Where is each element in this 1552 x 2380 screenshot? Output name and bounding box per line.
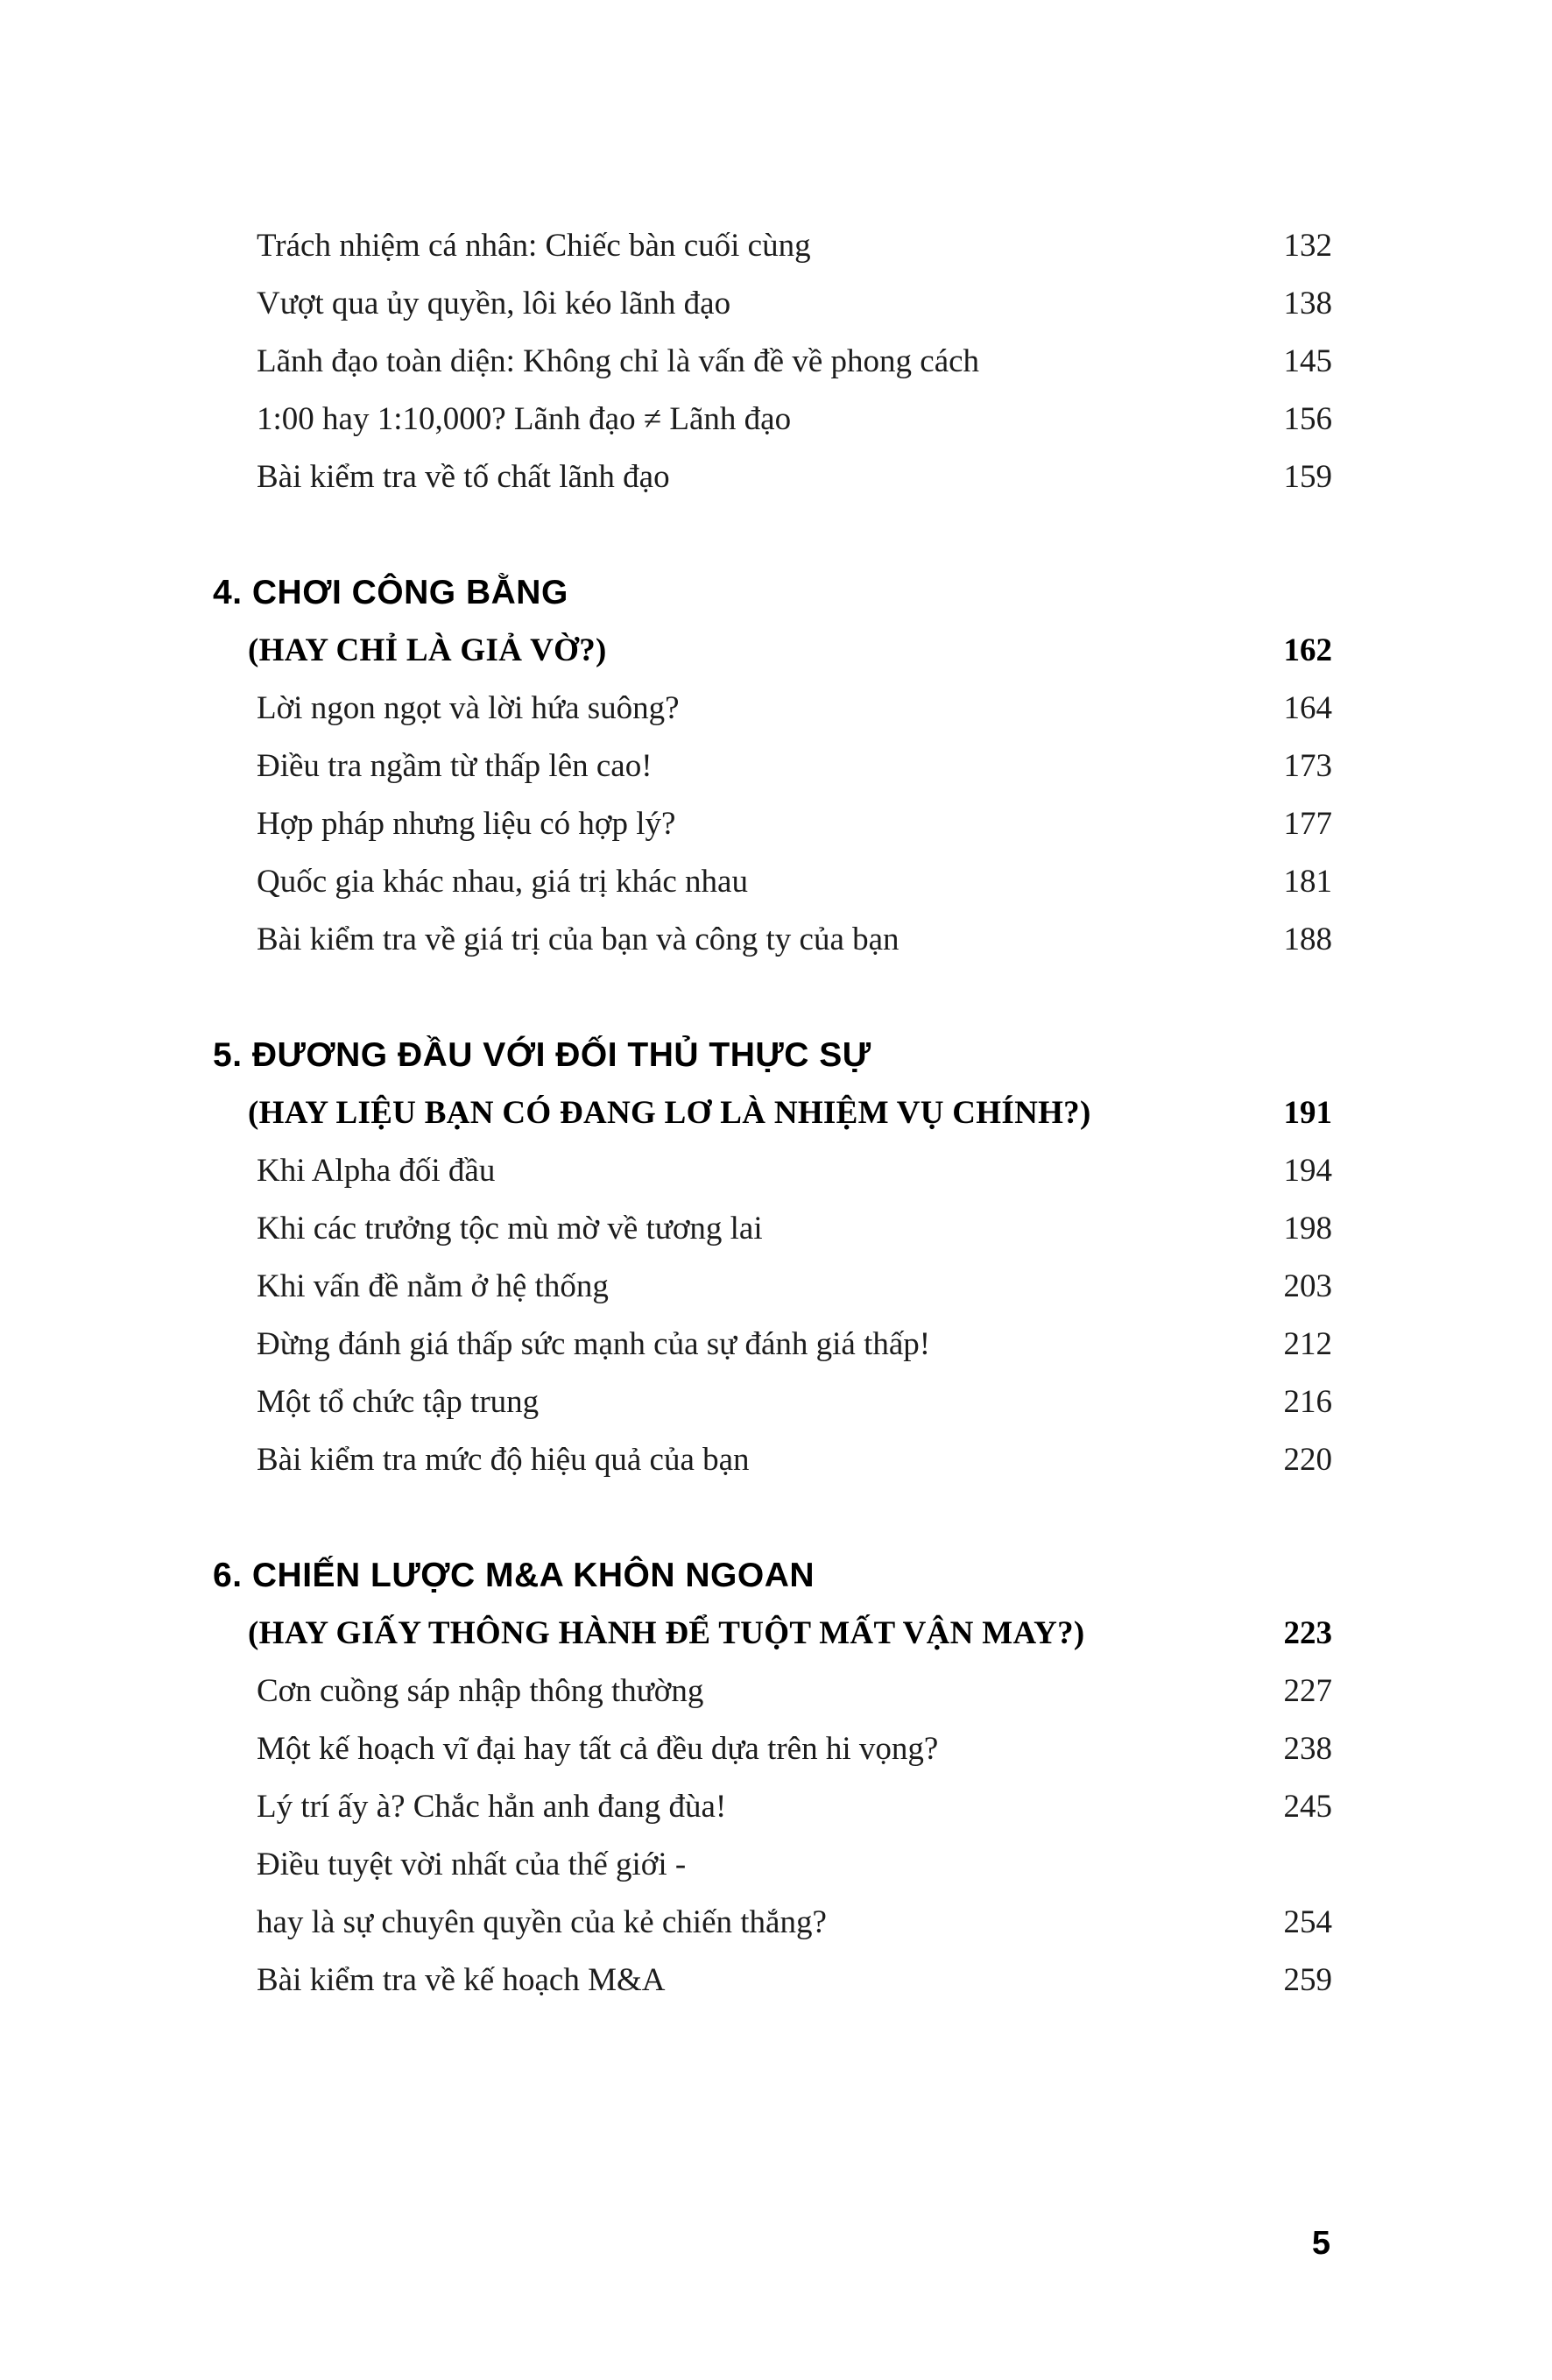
- entry-title: Bài kiểm tra về tố chất lãnh đạo: [257, 459, 670, 495]
- entry-page-number: 259: [1283, 1962, 1332, 1998]
- chapter-page-number: 162: [1283, 632, 1332, 668]
- entry-page-number: 227: [1283, 1673, 1332, 1709]
- entry-page-number: 132: [1283, 228, 1332, 264]
- chapter-heading: 6. CHIẾN LƯỢC M&A KHÔN NGOAN: [213, 1557, 815, 1594]
- toc-entry: [213, 1720, 1332, 1778]
- entry-page-number: 203: [1283, 1268, 1332, 1304]
- entry-page-number: 198: [1283, 1211, 1332, 1246]
- toc-entry: [213, 1663, 1332, 1720]
- entry-title: Lý trí ấy à? Chắc hẳn anh đang đùa!: [257, 1789, 727, 1825]
- entry-page-number: 164: [1283, 690, 1332, 726]
- entry-title: Khi vấn đề nằm ở hệ thống: [257, 1268, 609, 1304]
- entry-title: Hợp pháp nhưng liệu có hợp lý?: [257, 806, 676, 842]
- toc-entry: [213, 217, 1332, 275]
- entry-page-number: 173: [1283, 748, 1332, 784]
- toc-entry: [213, 1142, 1332, 1200]
- entry-title: Lãnh đạo toàn diện: Không chỉ là vấn đề về phong cách: [257, 343, 980, 379]
- entry-title: Lời ngon ngọt và lời hứa suông?: [257, 690, 680, 726]
- entry-page-number: 177: [1283, 806, 1332, 842]
- entry-page-number: 138: [1283, 286, 1332, 321]
- toc-entry: [213, 853, 1332, 911]
- entry-title: hay là sự chuyên quyền của kẻ chiến thắng?: [257, 1904, 827, 1940]
- entry-title: Khi Alpha đối đầu: [257, 1153, 496, 1189]
- chapter-subtitle: (HAY LIỆU BẠN CÓ ĐANG LƠ LÀ NHIỆM VỤ CHÍNH?): [248, 1095, 1091, 1131]
- entry-title: Bài kiểm tra về giá trị của bạn và công ty của bạn: [257, 922, 899, 957]
- entry-page-number: 216: [1283, 1384, 1332, 1420]
- toc-entry: [213, 738, 1332, 795]
- chapter-subtitle: (HAY CHỈ LÀ GIẢ VỜ?): [248, 632, 607, 668]
- entry-page-number: 156: [1283, 401, 1332, 437]
- toc-entry: [213, 1836, 1332, 1894]
- toc-entry: [213, 1316, 1332, 1374]
- toc-section: [213, 564, 1332, 969]
- toc-section: [213, 1547, 1332, 2009]
- toc-entry: [213, 391, 1332, 448]
- entry-title: Vượt qua ủy quyền, lôi kéo lãnh đạo: [257, 286, 731, 321]
- toc-entry: [213, 1374, 1332, 1431]
- toc-entry: [213, 1894, 1332, 1952]
- entry-title: Khi các trưởng tộc mù mờ về tương lai: [257, 1211, 763, 1246]
- entry-title: Điều tra ngầm từ thấp lên cao!: [257, 748, 653, 784]
- chapter-subtitle-row: [213, 1605, 1332, 1663]
- entry-page-number: 212: [1283, 1326, 1332, 1362]
- chapter-page-number: 191: [1283, 1095, 1332, 1131]
- entry-page-number: 188: [1283, 922, 1332, 957]
- chapter-subtitle: (HAY GIẤY THÔNG HÀNH ĐỂ TUỘT MẤT VẬN MAY?): [248, 1615, 1085, 1651]
- chapter-subtitle-row: [213, 1084, 1332, 1142]
- entry-page-number: 254: [1283, 1904, 1332, 1940]
- toc-entry: [213, 448, 1332, 506]
- entry-title: Trách nhiệm cá nhân: Chiếc bàn cuối cùng: [257, 228, 811, 264]
- entry-page-number: 220: [1283, 1442, 1332, 1478]
- entry-title: Một kế hoạch vĩ đại hay tất cả đều dựa trên hi vọng?: [257, 1731, 939, 1767]
- entry-page-number: 159: [1283, 459, 1332, 495]
- chapter-heading: 5. ĐƯƠNG ĐẦU VỚI ĐỐI THỦ THỰC SỰ: [213, 1036, 871, 1074]
- chapter-page-number: 223: [1283, 1615, 1332, 1651]
- toc-entry: [213, 1200, 1332, 1258]
- table-of-contents: [213, 217, 1332, 2009]
- entry-title: Đừng đánh giá thấp sức mạnh của sự đánh giá thấp!: [257, 1326, 931, 1362]
- entry-page-number: 194: [1283, 1153, 1332, 1189]
- toc-entry: [213, 275, 1332, 333]
- entry-title: Cơn cuồng sáp nhập thông thường: [257, 1673, 704, 1709]
- entry-page-number: 238: [1283, 1731, 1332, 1767]
- toc-entry: [213, 1952, 1332, 2009]
- entry-page-number: 245: [1283, 1789, 1332, 1825]
- entry-page-number: 181: [1283, 864, 1332, 900]
- toc-entry: [213, 1778, 1332, 1836]
- toc-entry: [213, 333, 1332, 391]
- toc-section: [213, 217, 1332, 506]
- chapter-heading: 4. CHƠI CÔNG BẰNG: [213, 574, 568, 611]
- toc-entry: [213, 795, 1332, 853]
- toc-entry: [213, 911, 1332, 969]
- entry-title: Quốc gia khác nhau, giá trị khác nhau: [257, 864, 748, 900]
- toc-entry: [213, 1431, 1332, 1489]
- toc-section: [213, 1027, 1332, 1489]
- toc-entry: [213, 1258, 1332, 1316]
- entry-title: Điều tuyệt vời nhất của thế giới -: [257, 1847, 687, 1882]
- page-number: 5: [1311, 2225, 1330, 2262]
- entry-title: Một tổ chức tập trung: [257, 1384, 540, 1420]
- entry-title: 1:00 hay 1:10,000? Lãnh đạo ≠ Lãnh đạo: [257, 401, 792, 437]
- entry-page-number: 145: [1283, 343, 1332, 379]
- toc-entry: [213, 680, 1332, 738]
- entry-title: Bài kiểm tra về kế hoạch M&A: [257, 1962, 666, 1998]
- chapter-subtitle-row: [213, 622, 1332, 680]
- entry-title: Bài kiểm tra mức độ hiệu quả của bạn: [257, 1442, 750, 1478]
